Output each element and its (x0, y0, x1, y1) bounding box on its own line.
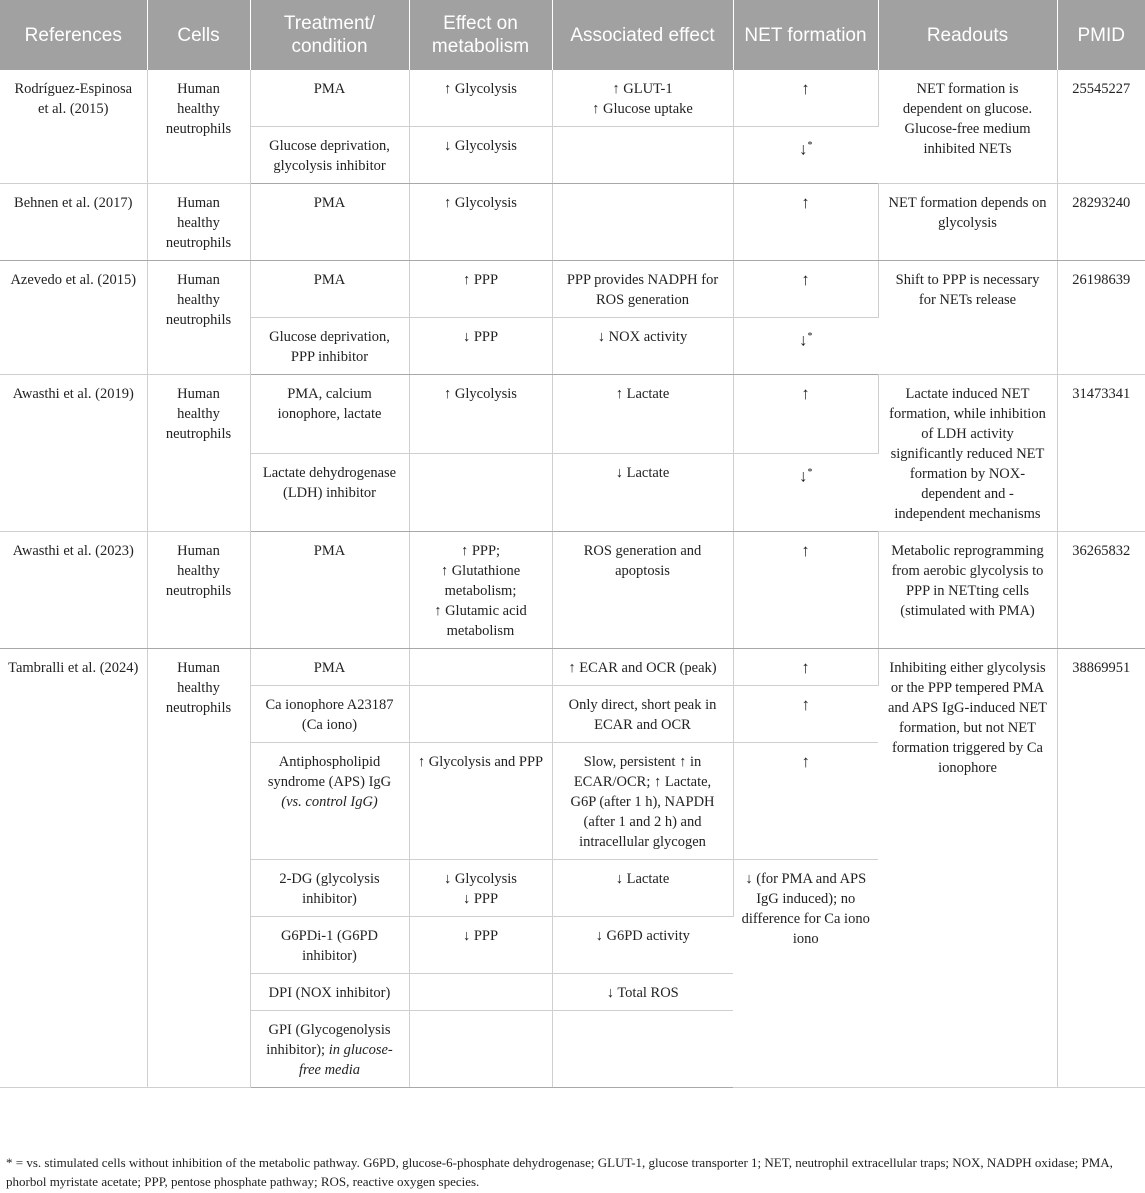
net-cell: ↑ (733, 649, 878, 686)
associated-cell: Slow, persistent ↑ in ECAR/OCR; ↑ Lactate, G6P (after 1 h), NAPDH (after 1 and 2 h) and intracellular glycogen (552, 743, 733, 860)
treatment-cell: PMA (250, 184, 409, 261)
table-row (0, 184, 1145, 261)
reference-cell: Tambralli et al. (2024) (0, 649, 147, 1088)
cells-cell: Human healthy neutrophils (147, 184, 250, 261)
reference-cell: Rodríguez-Espinosa et al. (2015) (0, 70, 147, 184)
cells-cell: Human healthy neutrophils (147, 649, 250, 1088)
reference-cell: Awasthi et al. (2023) (0, 532, 147, 649)
pmid-cell: 31473341 (1057, 375, 1145, 532)
treatment-cell: PMA (250, 649, 409, 686)
pmid-cell: 36265832 (1057, 532, 1145, 649)
treatment-cell: Lactate dehydrogenase (LDH) inhibitor (250, 453, 409, 532)
net-cell: ↑ (733, 686, 878, 743)
associated-cell: ↓ NOX activity (552, 318, 733, 375)
table-footnote: * = vs. stimulated cells without inhibition of the metabolic pathway. G6PD, glucose-6-phosphate dehydrogenase; GLUT-1, glucose transporter 1; NET, neutrophil extracellular traps; NOX, NADPH oxidase; PMA, phorbol myristate acetate; PPP, pentose phosphate pathway; ROS, reactive oxygen species. (6, 1155, 1113, 1189)
net-cell: ↑ (733, 532, 878, 649)
treatment-cell: PMA, calcium ionophore, lactate (250, 375, 409, 454)
effect-line: ↓ Glycolysis (444, 871, 517, 887)
associated-cell: ROS generation and apoptosis (552, 532, 733, 649)
associated-line: ↑ GLUT-1 (612, 81, 673, 97)
header-pmid: PMID (1057, 0, 1145, 70)
readout-cell: Lactate induced NET formation, while inhibition of LDH activity significantly reduced NET formation by NOX-dependent and -independent mechanisms (878, 375, 1057, 532)
associated-cell (552, 70, 733, 127)
cells-cell: Human healthy neutrophils (147, 375, 250, 532)
effect-cell: ↑ Glycolysis and PPP (409, 743, 552, 860)
effect-cell: ↑ Glycolysis (409, 70, 552, 127)
net-arrow: ↓ (799, 330, 808, 350)
header-readouts: Readouts (878, 0, 1057, 70)
table-header-row (0, 0, 1145, 70)
treatment-italic: in glucose-free media (298, 1042, 393, 1078)
effect-line: ↓ PPP (462, 891, 499, 907)
header-associated-effect: Associated effect (552, 0, 733, 70)
reference-cell: Awasthi et al. (2019) (0, 375, 147, 532)
net-arrow: ↓ (799, 466, 808, 486)
associated-cell: ↓ Lactate (552, 453, 733, 532)
net-cell: ↑ (733, 261, 878, 318)
treatment-cell (250, 1011, 409, 1088)
effect-line: ↑ PPP; (460, 543, 501, 559)
effect-line: ↑ Glutathione metabolism; (440, 563, 521, 599)
net-cell (733, 453, 878, 532)
cells-cell: Human healthy neutrophils (147, 532, 250, 649)
associated-cell: PPP provides NADPH for ROS generation (552, 261, 733, 318)
associated-cell (552, 127, 733, 184)
treatment-cell (250, 743, 409, 860)
effect-cell: ↑ Glycolysis (409, 184, 552, 261)
associated-cell: ↑ Lactate (552, 375, 733, 454)
effect-cell: ↓ PPP (409, 917, 552, 974)
asterisk-mark: * (807, 466, 813, 478)
treatment-cell: PMA (250, 261, 409, 318)
associated-cell (552, 184, 733, 261)
reference-cell: Azevedo et al. (2015) (0, 261, 147, 375)
pmid-cell: 26198639 (1057, 261, 1145, 375)
readout-cell: Shift to PPP is necessary for NETs release (878, 261, 1057, 375)
table-row (0, 261, 1145, 318)
net-cell: ↑ (733, 375, 878, 454)
effect-cell: ↓ PPP (409, 318, 552, 375)
net-cell: ↑ (733, 70, 878, 127)
readout-cell: NET formation depends on glycolysis (878, 184, 1057, 261)
associated-cell: ↓ Lactate (552, 860, 733, 917)
pmid-cell: 25545227 (1057, 70, 1145, 184)
treatment-cell: DPI (NOX inhibitor) (250, 974, 409, 1011)
associated-cell: ↓ G6PD activity (552, 917, 733, 974)
associated-cell: ↓ Total ROS (552, 974, 733, 1011)
effect-cell: ↓ Glycolysis (409, 127, 552, 184)
header-effect-on-metabolism: Effect on metabolism (409, 0, 552, 70)
treatment-cell: Glucose deprivation, glycolysis inhibitor (250, 127, 409, 184)
readout-cell: Inhibiting either glycolysis or the PPP tempered PMA and APS IgG-induced NET formation, but not NET formation triggered by Ca ionophore (878, 649, 1057, 1088)
cells-cell: Human healthy neutrophils (147, 70, 250, 184)
pmid-cell: 28293240 (1057, 184, 1145, 261)
header-net-formation: NET formation (733, 0, 878, 70)
header-treatment: Treatment/ condition (250, 0, 409, 70)
effect-cell (409, 649, 552, 686)
pmid-cell: 38869951 (1057, 649, 1145, 1088)
associated-cell (552, 1011, 733, 1088)
treatment-cell: Glucose deprivation, PPP inhibitor (250, 318, 409, 375)
effect-cell (409, 860, 552, 917)
treatment-text: GPI (Glycogenolysis inhibitor); (266, 1022, 391, 1058)
associated-cell: Only direct, short peak in ECAR and OCR (552, 686, 733, 743)
treatment-text: Antiphospholipid syndrome (APS) IgG (267, 754, 392, 790)
effect-cell (409, 453, 552, 532)
header-references: References (0, 0, 147, 70)
associated-cell: ↑ ECAR and OCR (peak) (552, 649, 733, 686)
readout-cell: Metabolic reprogramming from aerobic glycolysis to PPP in NETting cells (stimulated with PMA) (878, 532, 1057, 649)
table-row (0, 70, 1145, 127)
cells-cell: Human healthy neutrophils (147, 261, 250, 375)
net-cell (733, 127, 878, 184)
treatment-italic: (vs. control IgG) (281, 794, 378, 810)
net-cell (733, 318, 878, 375)
treatment-cell: PMA (250, 532, 409, 649)
effect-cell (409, 532, 552, 649)
treatment-cell: Ca ionophore A23187 (Ca iono) (250, 686, 409, 743)
associated-line: ↑ Glucose uptake (592, 101, 693, 117)
table-row (0, 375, 1145, 454)
net-group-cell: ↓ (for PMA and APS IgG induced); no difference for Ca iono iono (733, 860, 878, 1088)
asterisk-mark: * (807, 140, 813, 151)
treatment-cell: PMA (250, 70, 409, 127)
net-cell: ↑ (733, 184, 878, 261)
net-arrow: ↓ (799, 139, 808, 159)
effect-cell (409, 1011, 552, 1088)
effect-cell (409, 686, 552, 743)
effect-cell (409, 974, 552, 1011)
treatment-cell: 2-DG (glycolysis inhibitor) (250, 860, 409, 917)
table-row (0, 532, 1145, 649)
effect-cell: ↑ Glycolysis (409, 375, 552, 454)
header-cells: Cells (147, 0, 250, 70)
treatment-cell: G6PDi-1 (G6PD inhibitor) (250, 917, 409, 974)
net-cell: ↑ (733, 743, 878, 860)
table-row (0, 649, 1145, 686)
effect-cell: ↑ PPP (409, 261, 552, 318)
reference-cell: Behnen et al. (2017) (0, 184, 147, 261)
asterisk-mark: * (807, 331, 813, 342)
effect-line: ↑ Glutamic acid metabolism (434, 603, 527, 639)
readout-cell: NET formation is dependent on glucose. Glucose-free medium inhibited NETs (878, 70, 1057, 184)
